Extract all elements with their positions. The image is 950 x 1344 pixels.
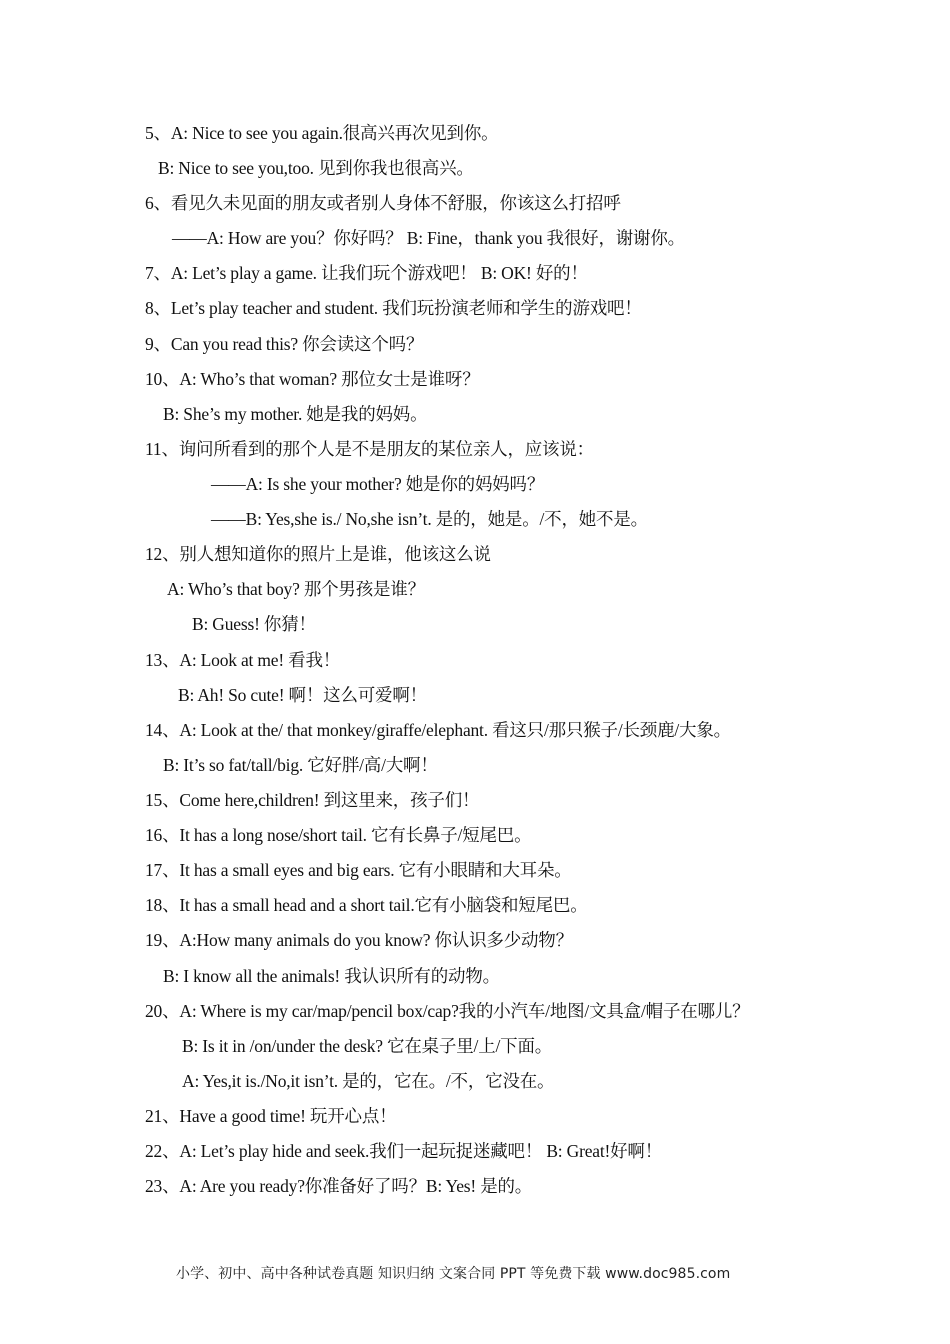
text-line: B: It’s so fat/tall/big. 它好胖/高/大啊！ <box>163 755 438 775</box>
text-line: 13、A: Look at me! 看我！ <box>145 650 341 670</box>
text-line: 17、It has a small eyes and big ears. 它有小眼睛和大耳朵。 <box>145 860 572 880</box>
text-line: B: I know all the animals! 我认识所有的动物。 <box>163 966 500 986</box>
text-line: 19、A:How many animals do you know? 你认识多少动物？ <box>145 930 573 950</box>
text-line: 22、A: Let’s play hide and seek.我们一起玩捉迷藏吧！ B: Great!好啊！ <box>145 1141 663 1161</box>
page-footer: 小学、初中、高中各种试卷真题 知识归纳 文案合同 PPT 等免费下载 www.doc985.com <box>176 1266 731 1282</box>
text-line: 7、A: Let’s play a game. 让我们玩个游戏吧！ B: OK! 好的！ <box>145 263 588 283</box>
text-line: B: Ah! So cute! 啊！这么可爱啊！ <box>178 685 427 705</box>
text-line: 5、A: Nice to see you again.很高兴再次见到你。 <box>145 123 499 143</box>
text-line: ——A: Is she your mother? 她是你的妈妈吗？ <box>211 474 545 494</box>
text-line: 11、询问所看到的那个人是不是朋友的某位亲人，应该说： <box>145 439 594 459</box>
text-line: 18、It has a small head and a short tail.它有小脑袋和短尾巴。 <box>145 895 588 915</box>
text-line: B: Guess! 你猜！ <box>192 614 316 634</box>
text-line: B: Nice to see you,too. 见到你我也很高兴。 <box>158 158 474 178</box>
text-line: 6、看见久未见面的朋友或者别人身体不舒服，你该这么打招呼 <box>145 193 621 213</box>
text-line: 23、A: Are you ready?你准备好了吗？B: Yes! 是的。 <box>145 1176 533 1196</box>
text-line: ——A: How are you？你好吗？ B: Fine，thank you 我很好，谢谢你。 <box>172 228 685 248</box>
text-line: 12、别人想知道你的照片上是谁，他该这么说 <box>145 544 491 564</box>
text-line: B: Is it in /on/under the desk? 它在桌子里/上/下面。 <box>182 1036 553 1056</box>
text-line: B: She’s my mother. 她是我的妈妈。 <box>163 404 428 424</box>
text-line: A: Yes,it is./No,it isn’t. 是的，它在。/不，它没在。 <box>182 1071 555 1091</box>
text-line: 16、It has a long nose/short tail. 它有长鼻子/短尾巴。 <box>145 825 532 845</box>
text-line: A: Who’s that boy? 那个男孩是谁？ <box>167 579 425 599</box>
text-line: 21、Have a good time! 玩开心点！ <box>145 1106 397 1126</box>
text-line: 15、Come here,children! 到这里来，孩子们！ <box>145 790 480 810</box>
text-line: 8、Let’s play teacher and student. 我们玩扮演老师和学生的游戏吧！ <box>145 298 642 318</box>
text-line: 20、A: Where is my car/map/pencil box/cap?我的小汽车/地图/文具盒/帽子在哪儿？ <box>145 1001 750 1021</box>
text-line: 9、Can you read this? 你会读这个吗？ <box>145 334 424 354</box>
text-line: 14、A: Look at the/ that monkey/giraffe/elephant. 看这只/那只猴子/长颈鹿/大象。 <box>145 720 731 740</box>
text-line: 10、A: Who’s that woman? 那位女士是谁呀？ <box>145 369 480 389</box>
text-line: ——B: Yes,she is./ No,she isn’t. 是的，她是。/不，她不是。 <box>211 509 648 529</box>
